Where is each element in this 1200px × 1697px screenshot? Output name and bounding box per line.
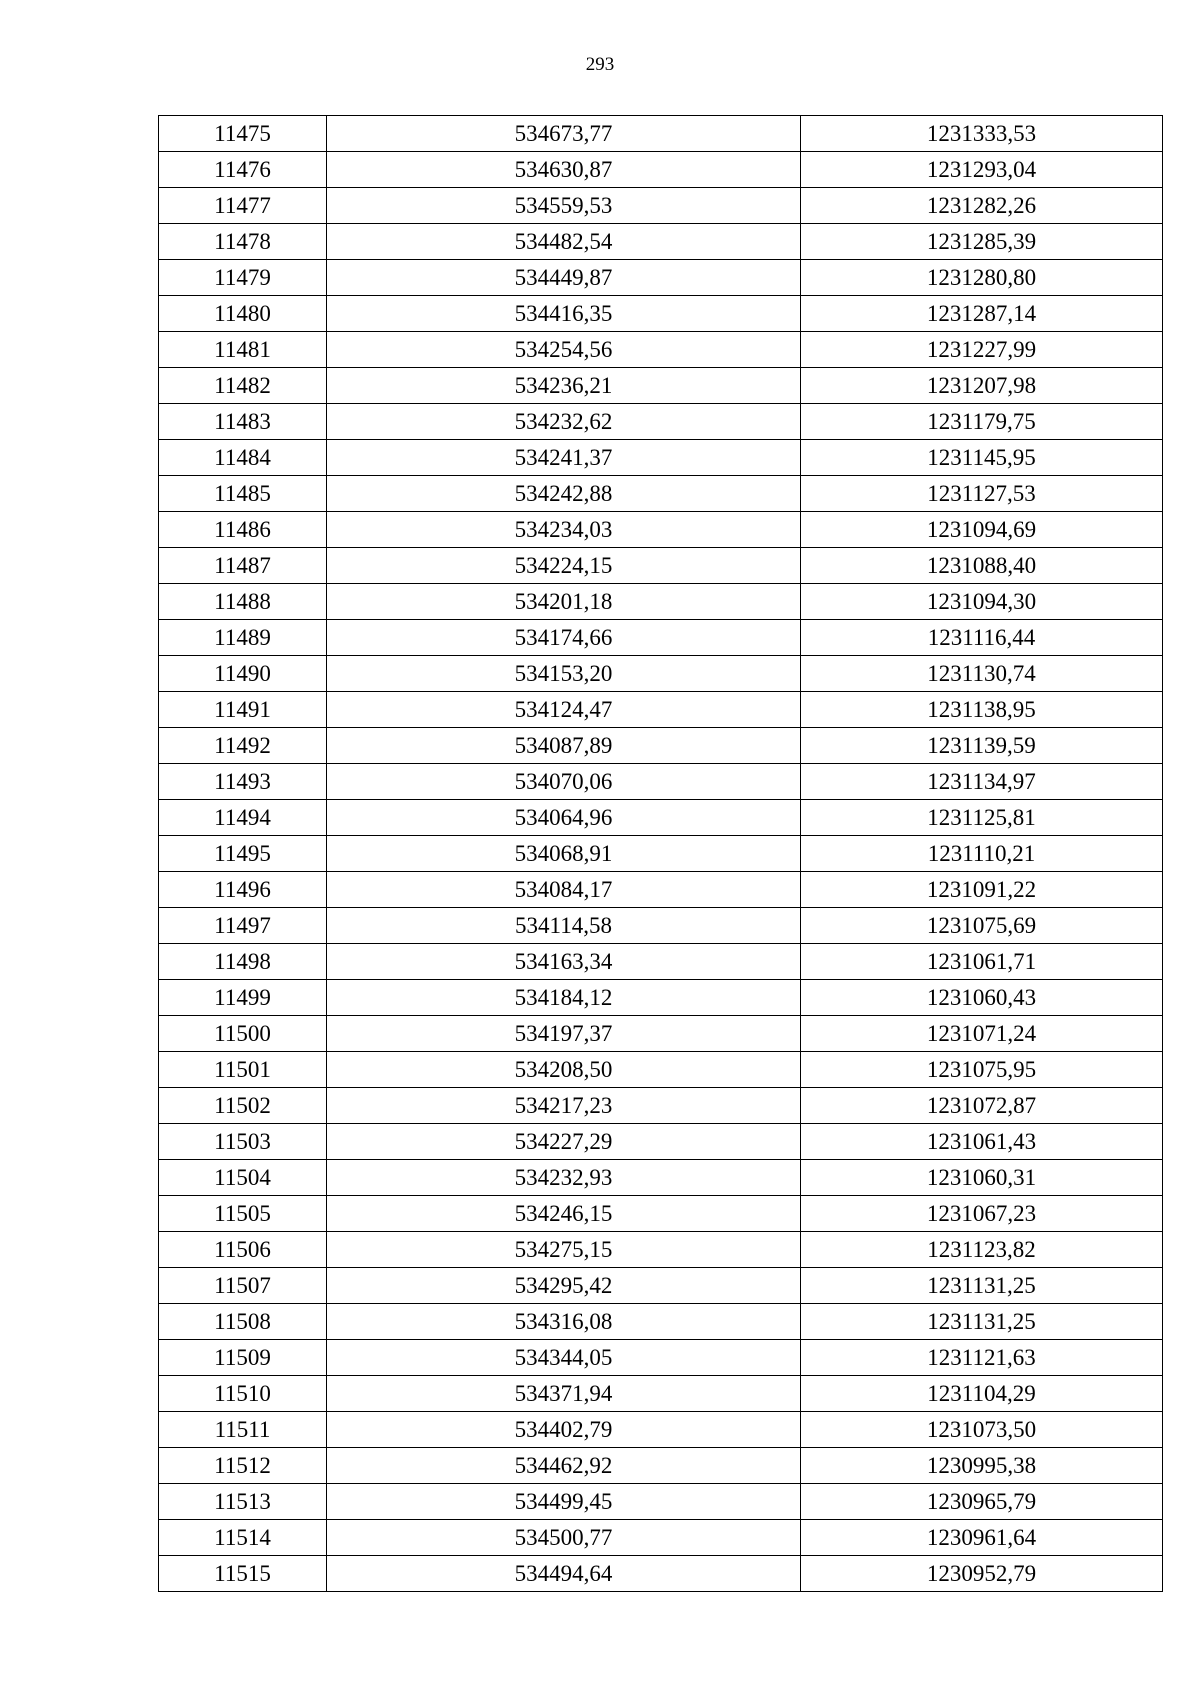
- point-number-cell: 11508: [159, 1304, 327, 1340]
- point-number-cell: 11482: [159, 368, 327, 404]
- table-row: [159, 1484, 1163, 1520]
- table-row: [159, 728, 1163, 764]
- y-coordinate-cell: 1231110,21: [801, 836, 1163, 872]
- x-coordinate-cell: 534500,77: [327, 1520, 801, 1556]
- point-number-cell: 11495: [159, 836, 327, 872]
- y-coordinate-cell: 1231280,80: [801, 260, 1163, 296]
- table-row: [159, 188, 1163, 224]
- table-row: [159, 908, 1163, 944]
- y-coordinate-cell: 1231134,97: [801, 764, 1163, 800]
- x-coordinate-cell: 534087,89: [327, 728, 801, 764]
- x-coordinate-cell: 534416,35: [327, 296, 801, 332]
- x-coordinate-cell: 534184,12: [327, 980, 801, 1016]
- y-coordinate-cell: 1231139,59: [801, 728, 1163, 764]
- y-coordinate-cell: 1231287,14: [801, 296, 1163, 332]
- table-row: [159, 1412, 1163, 1448]
- y-coordinate-cell: 1231131,25: [801, 1304, 1163, 1340]
- point-number-cell: 11492: [159, 728, 327, 764]
- table-row: [159, 368, 1163, 404]
- table-row: [159, 1124, 1163, 1160]
- y-coordinate-cell: 1231061,43: [801, 1124, 1163, 1160]
- x-coordinate-cell: 534499,45: [327, 1484, 801, 1520]
- x-coordinate-cell: 534197,37: [327, 1016, 801, 1052]
- table-row: [159, 944, 1163, 980]
- table-row: [159, 1376, 1163, 1412]
- y-coordinate-cell: 1231138,95: [801, 692, 1163, 728]
- point-number-cell: 11503: [159, 1124, 327, 1160]
- point-number-cell: 11481: [159, 332, 327, 368]
- table-row: [159, 1340, 1163, 1376]
- table-row: [159, 620, 1163, 656]
- point-number-cell: 11498: [159, 944, 327, 980]
- y-coordinate-cell: 1231067,23: [801, 1196, 1163, 1232]
- y-coordinate-cell: 1231131,25: [801, 1268, 1163, 1304]
- point-number-cell: 11480: [159, 296, 327, 332]
- y-coordinate-cell: 1231060,43: [801, 980, 1163, 1016]
- x-coordinate-cell: 534462,92: [327, 1448, 801, 1484]
- y-coordinate-cell: 1231127,53: [801, 476, 1163, 512]
- y-coordinate-cell: 1231116,44: [801, 620, 1163, 656]
- x-coordinate-cell: 534559,53: [327, 188, 801, 224]
- x-coordinate-cell: 534208,50: [327, 1052, 801, 1088]
- point-number-cell: 11496: [159, 872, 327, 908]
- y-coordinate-cell: 1231333,53: [801, 116, 1163, 152]
- y-coordinate-cell: 1231075,95: [801, 1052, 1163, 1088]
- table-row: [159, 1016, 1163, 1052]
- y-coordinate-cell: 1231104,29: [801, 1376, 1163, 1412]
- y-coordinate-cell: 1231075,69: [801, 908, 1163, 944]
- point-number-cell: 11505: [159, 1196, 327, 1232]
- x-coordinate-cell: 534494,64: [327, 1556, 801, 1592]
- y-coordinate-cell: 1231088,40: [801, 548, 1163, 584]
- point-number-cell: 11475: [159, 116, 327, 152]
- point-number-cell: 11479: [159, 260, 327, 296]
- x-coordinate-cell: 534402,79: [327, 1412, 801, 1448]
- table-row: [159, 224, 1163, 260]
- point-number-cell: 11499: [159, 980, 327, 1016]
- y-coordinate-cell: 1231123,82: [801, 1232, 1163, 1268]
- table-row: [159, 836, 1163, 872]
- y-coordinate-cell: 1231130,74: [801, 656, 1163, 692]
- point-number-cell: 11478: [159, 224, 327, 260]
- point-number-cell: 11509: [159, 1340, 327, 1376]
- point-number-cell: 11489: [159, 620, 327, 656]
- table-row: [159, 1088, 1163, 1124]
- point-number-cell: 11497: [159, 908, 327, 944]
- point-number-cell: 11514: [159, 1520, 327, 1556]
- point-number-cell: 11486: [159, 512, 327, 548]
- y-coordinate-cell: 1231091,22: [801, 872, 1163, 908]
- y-coordinate-cell: 1231072,87: [801, 1088, 1163, 1124]
- x-coordinate-cell: 534174,66: [327, 620, 801, 656]
- table-body: [159, 116, 1163, 1592]
- table-row: [159, 1232, 1163, 1268]
- x-coordinate-cell: 534482,54: [327, 224, 801, 260]
- table-row: [159, 296, 1163, 332]
- x-coordinate-cell: 534242,88: [327, 476, 801, 512]
- y-coordinate-cell: 1231285,39: [801, 224, 1163, 260]
- y-coordinate-cell: 1230952,79: [801, 1556, 1163, 1592]
- y-coordinate-cell: 1231094,69: [801, 512, 1163, 548]
- x-coordinate-cell: 534217,23: [327, 1088, 801, 1124]
- x-coordinate-cell: 534084,17: [327, 872, 801, 908]
- x-coordinate-cell: 534449,87: [327, 260, 801, 296]
- point-number-cell: 11487: [159, 548, 327, 584]
- table-row: [159, 692, 1163, 728]
- table-row: [159, 872, 1163, 908]
- table-row: [159, 404, 1163, 440]
- table-row: [159, 1304, 1163, 1340]
- x-coordinate-cell: 534316,08: [327, 1304, 801, 1340]
- table-row: [159, 1052, 1163, 1088]
- point-number-cell: 11488: [159, 584, 327, 620]
- x-coordinate-cell: 534371,94: [327, 1376, 801, 1412]
- point-number-cell: 11502: [159, 1088, 327, 1124]
- table-row: [159, 584, 1163, 620]
- y-coordinate-cell: 1231179,75: [801, 404, 1163, 440]
- y-coordinate-cell: 1231060,31: [801, 1160, 1163, 1196]
- y-coordinate-cell: 1231282,26: [801, 188, 1163, 224]
- y-coordinate-cell: 1231293,04: [801, 152, 1163, 188]
- point-number-cell: 11500: [159, 1016, 327, 1052]
- point-number-cell: 11507: [159, 1268, 327, 1304]
- table-row: [159, 1520, 1163, 1556]
- y-coordinate-cell: 1231145,95: [801, 440, 1163, 476]
- x-coordinate-cell: 534064,96: [327, 800, 801, 836]
- x-coordinate-cell: 534163,34: [327, 944, 801, 980]
- table-row: [159, 1196, 1163, 1232]
- x-coordinate-cell: 534673,77: [327, 116, 801, 152]
- point-number-cell: 11484: [159, 440, 327, 476]
- y-coordinate-cell: 1231061,71: [801, 944, 1163, 980]
- x-coordinate-cell: 534254,56: [327, 332, 801, 368]
- table-row: [159, 512, 1163, 548]
- point-number-cell: 11493: [159, 764, 327, 800]
- table-row: [159, 1160, 1163, 1196]
- x-coordinate-cell: 534232,93: [327, 1160, 801, 1196]
- x-coordinate-cell: 534070,06: [327, 764, 801, 800]
- point-number-cell: 11512: [159, 1448, 327, 1484]
- x-coordinate-cell: 534227,29: [327, 1124, 801, 1160]
- point-number-cell: 11494: [159, 800, 327, 836]
- x-coordinate-cell: 534344,05: [327, 1340, 801, 1376]
- table-row: [159, 656, 1163, 692]
- x-coordinate-cell: 534234,03: [327, 512, 801, 548]
- x-coordinate-cell: 534246,15: [327, 1196, 801, 1232]
- table-row: [159, 1448, 1163, 1484]
- x-coordinate-cell: 534232,62: [327, 404, 801, 440]
- y-coordinate-cell: 1231073,50: [801, 1412, 1163, 1448]
- table-row: [159, 980, 1163, 1016]
- page-number: 293: [585, 54, 615, 75]
- y-coordinate-cell: 1231125,81: [801, 800, 1163, 836]
- x-coordinate-cell: 534124,47: [327, 692, 801, 728]
- point-number-cell: 11515: [159, 1556, 327, 1592]
- table-row: [159, 1268, 1163, 1304]
- x-coordinate-cell: 534114,58: [327, 908, 801, 944]
- point-number-cell: 11483: [159, 404, 327, 440]
- table-row: [159, 548, 1163, 584]
- table-row: [159, 440, 1163, 476]
- y-coordinate-cell: 1230965,79: [801, 1484, 1163, 1520]
- x-coordinate-cell: 534295,42: [327, 1268, 801, 1304]
- x-coordinate-cell: 534236,21: [327, 368, 801, 404]
- table-row: [159, 476, 1163, 512]
- point-number-cell: 11513: [159, 1484, 327, 1520]
- y-coordinate-cell: 1231071,24: [801, 1016, 1163, 1052]
- table-row: [159, 116, 1163, 152]
- point-number-cell: 11501: [159, 1052, 327, 1088]
- point-number-cell: 11477: [159, 188, 327, 224]
- table-row: [159, 152, 1163, 188]
- x-coordinate-cell: 534201,18: [327, 584, 801, 620]
- x-coordinate-cell: 534275,15: [327, 1232, 801, 1268]
- point-number-cell: 11485: [159, 476, 327, 512]
- x-coordinate-cell: 534630,87: [327, 152, 801, 188]
- y-coordinate-cell: 1231227,99: [801, 332, 1163, 368]
- table-row: [159, 332, 1163, 368]
- coordinates-table: [158, 115, 1163, 1592]
- y-coordinate-cell: 1231207,98: [801, 368, 1163, 404]
- point-number-cell: 11491: [159, 692, 327, 728]
- point-number-cell: 11510: [159, 1376, 327, 1412]
- y-coordinate-cell: 1231121,63: [801, 1340, 1163, 1376]
- x-coordinate-cell: 534068,91: [327, 836, 801, 872]
- table-row: [159, 1556, 1163, 1592]
- point-number-cell: 11506: [159, 1232, 327, 1268]
- point-number-cell: 11511: [159, 1412, 327, 1448]
- point-number-cell: 11490: [159, 656, 327, 692]
- table-row: [159, 800, 1163, 836]
- y-coordinate-cell: 1230995,38: [801, 1448, 1163, 1484]
- x-coordinate-cell: 534241,37: [327, 440, 801, 476]
- point-number-cell: 11476: [159, 152, 327, 188]
- x-coordinate-cell: 534153,20: [327, 656, 801, 692]
- table-row: [159, 764, 1163, 800]
- point-number-cell: 11504: [159, 1160, 327, 1196]
- x-coordinate-cell: 534224,15: [327, 548, 801, 584]
- y-coordinate-cell: 1231094,30: [801, 584, 1163, 620]
- table-row: [159, 260, 1163, 296]
- y-coordinate-cell: 1230961,64: [801, 1520, 1163, 1556]
